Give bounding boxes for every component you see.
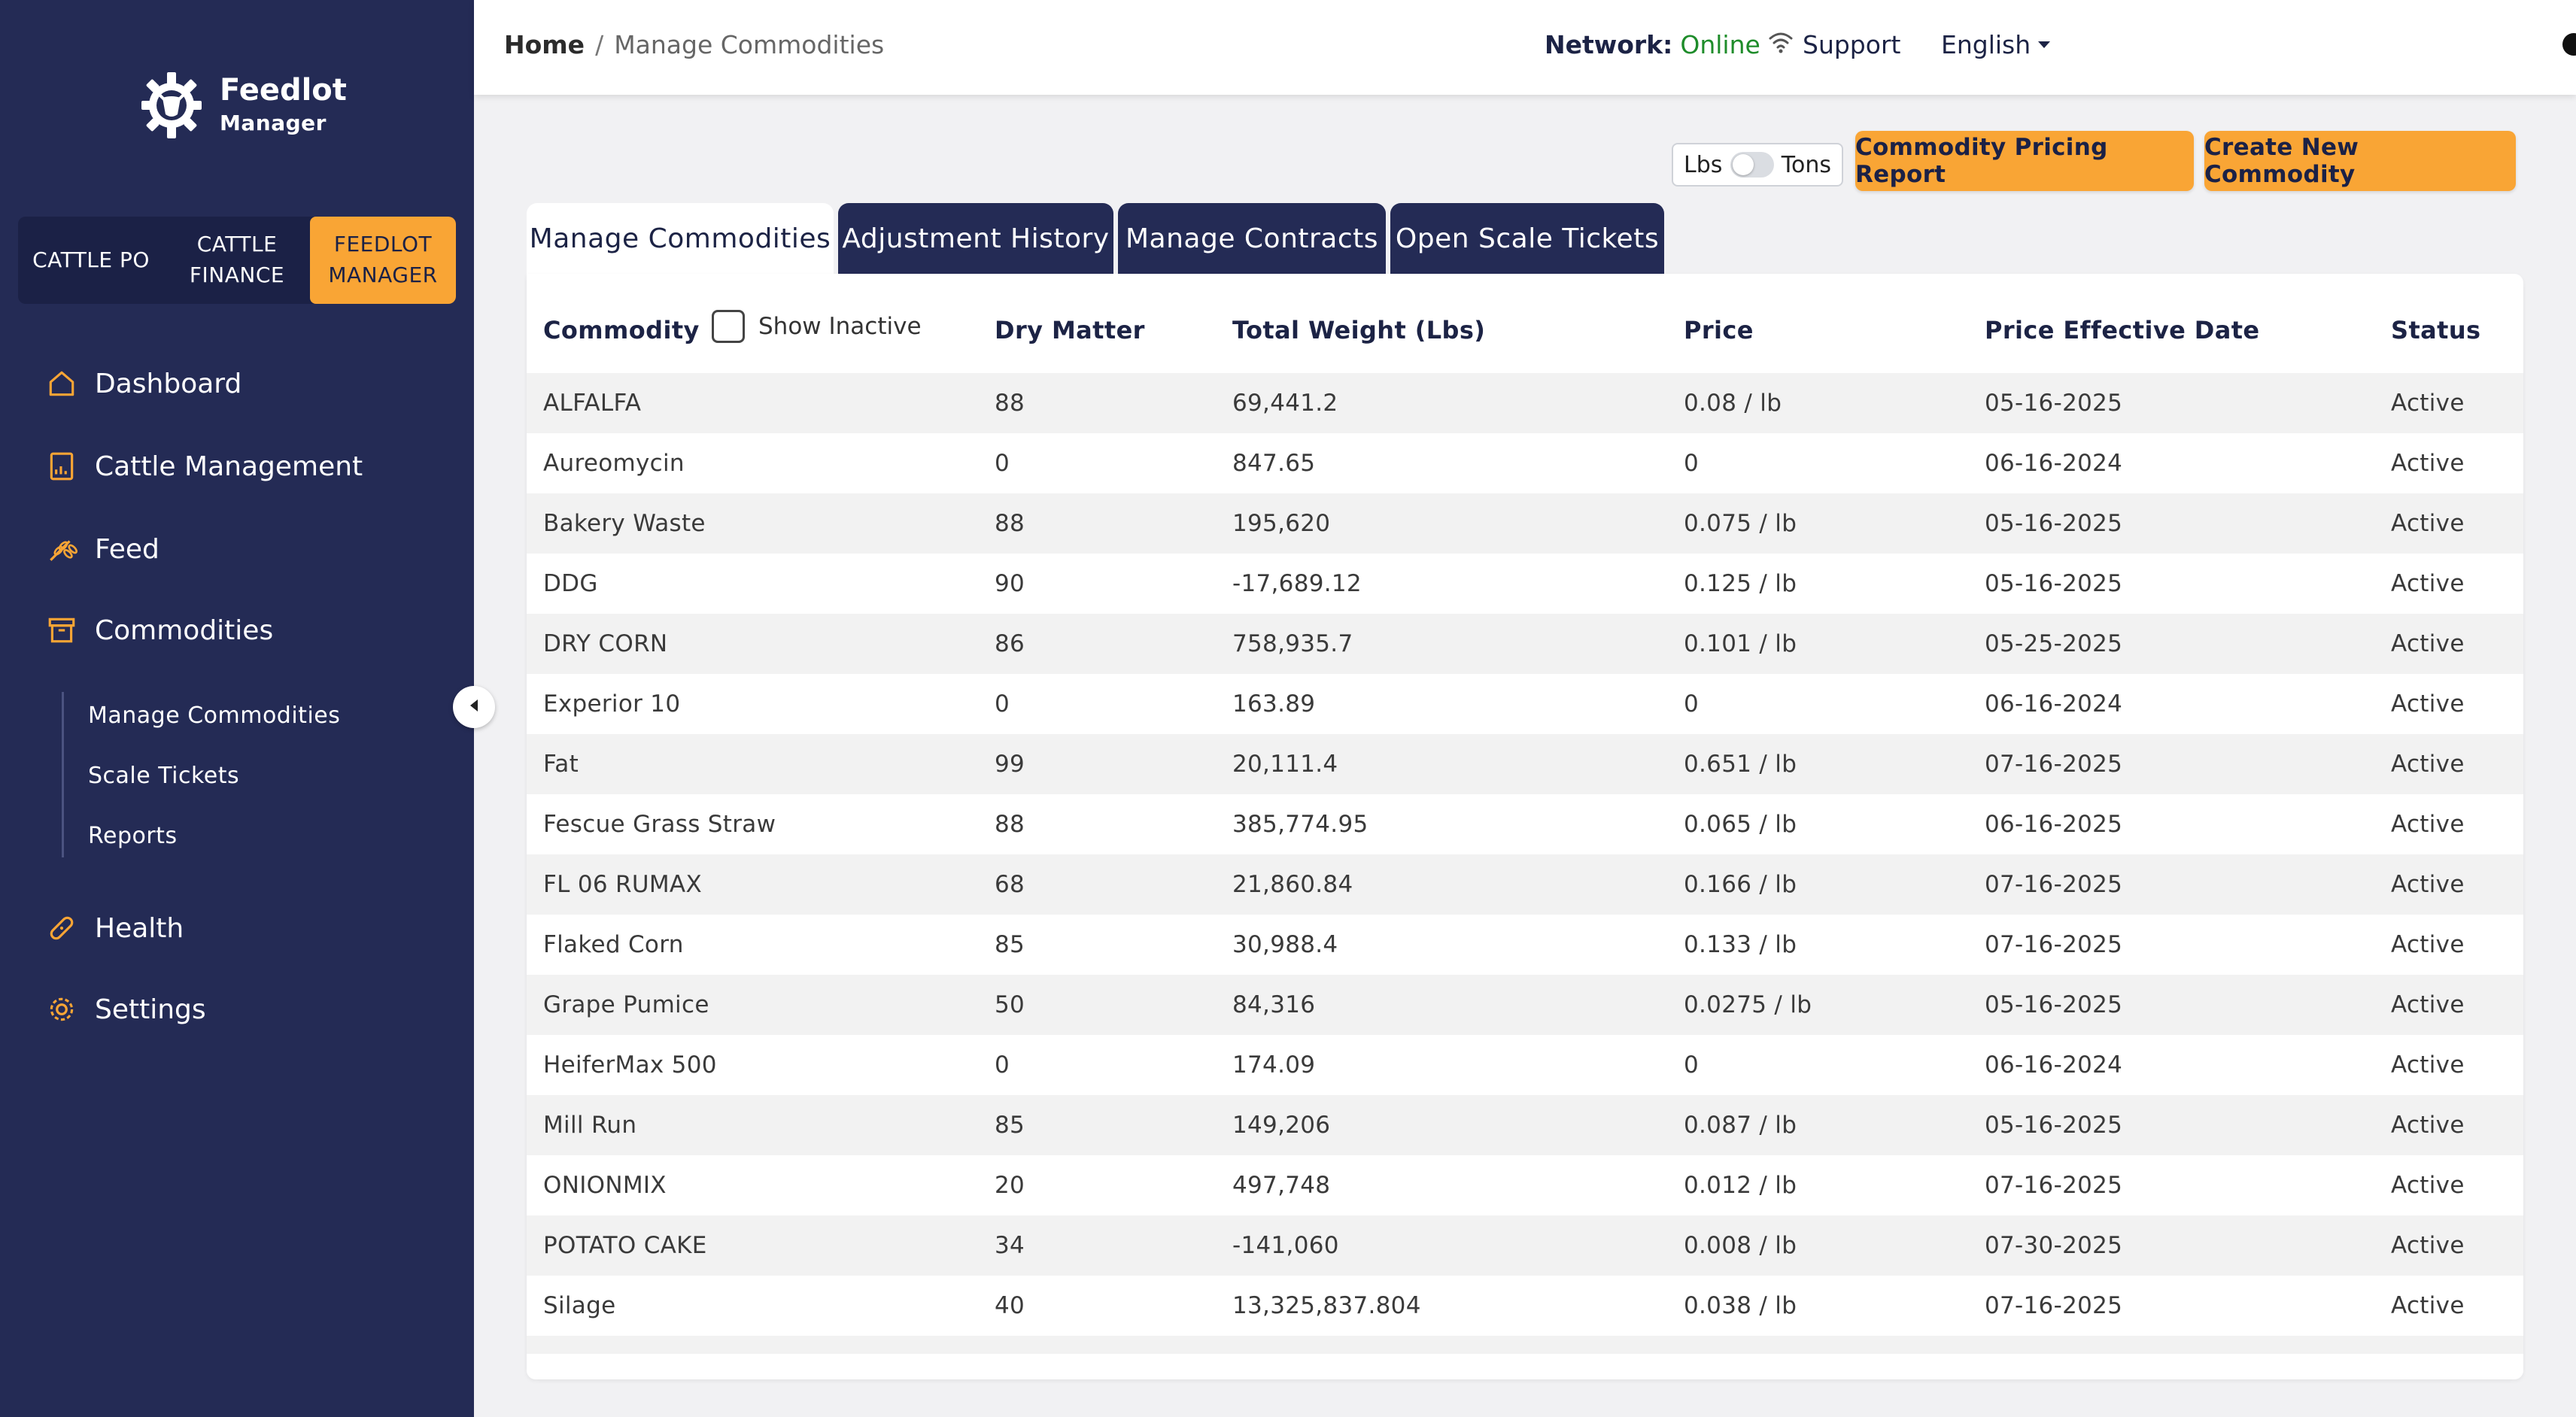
- cell-price: 0.065 / lb: [1684, 811, 1797, 838]
- caret-left-icon: [467, 698, 481, 716]
- nav-health[interactable]: [45, 912, 184, 945]
- cell-dry-matter: 0: [995, 450, 1010, 477]
- cell-total-weight: 149,206: [1232, 1112, 1331, 1139]
- cell-effective-date: 06-16-2024: [1985, 1051, 2123, 1079]
- cell-total-weight: 84,316: [1232, 991, 1316, 1018]
- chevron-down-icon: [2038, 41, 2050, 48]
- commodity-tabs: [527, 203, 1669, 274]
- nav-cattle-management-label: Cattle Management: [95, 451, 363, 482]
- show-inactive-checkbox[interactable]: [712, 310, 745, 343]
- cell-total-weight: 20,111.4: [1232, 751, 1338, 778]
- cell-price: 0.087 / lb: [1684, 1112, 1797, 1139]
- switch-cattle-po[interactable]: [18, 217, 164, 304]
- table-row[interactable]: [527, 554, 2523, 614]
- switch-cattle-po-label: CATTLE PO: [32, 247, 150, 272]
- cell-status: Active: [2391, 811, 2465, 838]
- cell-price: 0.075 / lb: [1684, 510, 1797, 537]
- cell-status: Active: [2391, 690, 2465, 718]
- cell-commodity: POTATO CAKE: [543, 1232, 707, 1259]
- breadcrumb-separator: /: [595, 30, 604, 59]
- cell-status: Active: [2391, 931, 2465, 958]
- cell-commodity: Fat: [543, 751, 579, 778]
- cell-total-weight: 30,988.4: [1232, 931, 1338, 958]
- table-row[interactable]: [527, 674, 2523, 734]
- table-row[interactable]: [527, 614, 2523, 674]
- support-link[interactable]: Support: [1803, 30, 1901, 59]
- cell-total-weight: 385,774.95: [1232, 811, 1368, 838]
- cell-status: Active: [2391, 1232, 2465, 1259]
- cell-dry-matter: 40: [995, 1292, 1025, 1319]
- nav-cattle-management[interactable]: [45, 450, 363, 483]
- cell-effective-date: 07-16-2025: [1985, 931, 2123, 958]
- app-logo[interactable]: [140, 68, 347, 141]
- switch-feedlot-manager-label: FEEDLOT MANAGER: [328, 232, 438, 287]
- table-row[interactable]: [527, 734, 2523, 794]
- tab-manage-contracts[interactable]: Manage Contracts: [1118, 203, 1386, 274]
- cell-total-weight: 21,860.84: [1232, 871, 1353, 898]
- network-online-text: Online: [1680, 30, 1760, 59]
- unit-toggle[interactable]: [1672, 143, 1843, 187]
- cell-status: Active: [2391, 751, 2465, 778]
- cell-dry-matter: 88: [995, 510, 1025, 537]
- cell-effective-date: 06-16-2024: [1985, 450, 2123, 477]
- unit-lbs-label: Lbs: [1684, 151, 1723, 178]
- header-status[interactable]: Status: [2391, 316, 2481, 344]
- table-header: [527, 274, 2523, 373]
- table-row[interactable]: [527, 1095, 2523, 1155]
- switch-cattle-finance[interactable]: [164, 217, 310, 304]
- cattle-report-icon: [45, 450, 78, 483]
- cell-dry-matter: 68: [995, 871, 1025, 898]
- cell-dry-matter: 20: [995, 1172, 1025, 1199]
- cell-price: 0.0275 / lb: [1684, 991, 1812, 1018]
- cell-status: Active: [2391, 1292, 2465, 1319]
- cell-price: 0.166 / lb: [1684, 871, 1797, 898]
- cell-price: 0.651 / lb: [1684, 751, 1797, 778]
- cell-price: 0.038 / lb: [1684, 1292, 1797, 1319]
- status-dot: [2562, 33, 2576, 56]
- cell-status: Active: [2391, 570, 2465, 597]
- cell-total-weight: -141,060: [1232, 1232, 1339, 1259]
- cell-dry-matter: 85: [995, 1112, 1025, 1139]
- archive-box-icon: [45, 614, 78, 647]
- cell-price: 0: [1684, 450, 1700, 477]
- cell-commodity: Mill Run: [543, 1112, 637, 1139]
- cell-effective-date: 05-16-2025: [1985, 510, 2123, 537]
- cell-dry-matter: 50: [995, 991, 1025, 1018]
- cell-commodity: Aureomycin: [543, 450, 685, 477]
- cell-status: Active: [2391, 1051, 2465, 1079]
- show-inactive-label: Show Inactive: [758, 313, 922, 340]
- logo-title: Feedlot: [220, 73, 347, 108]
- table-row[interactable]: [527, 493, 2523, 554]
- cell-commodity: FL 06 RUMAX: [543, 871, 702, 898]
- commodities-subnav: [62, 692, 341, 857]
- table-row[interactable]: [527, 915, 2523, 975]
- cell-effective-date: 07-16-2025: [1985, 751, 2123, 778]
- cell-price: 0: [1684, 690, 1700, 718]
- switch-feedlot-manager[interactable]: [310, 217, 456, 304]
- cell-commodity: DDG: [543, 570, 598, 597]
- cell-total-weight: 13,325,837.804: [1232, 1292, 1421, 1319]
- logo-gear-icon: [140, 68, 203, 141]
- subnav-manage-commodities[interactable]: Manage Commodities: [88, 702, 341, 729]
- cell-total-weight: 195,620: [1232, 510, 1331, 537]
- cell-dry-matter: 0: [995, 690, 1010, 718]
- bandage-icon: [45, 912, 78, 945]
- cell-total-weight: -17,689.12: [1232, 570, 1362, 597]
- cell-price: 0.012 / lb: [1684, 1172, 1797, 1199]
- cell-total-weight: 69,441.2: [1232, 390, 1338, 417]
- table-row[interactable]: [527, 1035, 2523, 1095]
- breadcrumb-current: Manage Commodities: [614, 30, 885, 59]
- cell-dry-matter: 90: [995, 570, 1025, 597]
- cell-price: 0: [1684, 1051, 1700, 1079]
- cell-effective-date: 05-16-2025: [1985, 570, 2123, 597]
- unit-tons-label: Tons: [1781, 151, 1831, 178]
- network-status: [1545, 30, 1794, 59]
- cell-price: 0.008 / lb: [1684, 1232, 1797, 1259]
- cell-total-weight: 174.09: [1232, 1051, 1316, 1079]
- home-icon: [45, 367, 78, 400]
- cell-status: Active: [2391, 1172, 2465, 1199]
- cell-dry-matter: 86: [995, 630, 1025, 657]
- table-row[interactable]: [527, 433, 2523, 493]
- cell-status: Active: [2391, 450, 2465, 477]
- subnav-scale-tickets[interactable]: Scale Tickets: [88, 763, 240, 789]
- cell-commodity: Grape Pumice: [543, 991, 709, 1018]
- table-row[interactable]: [527, 1276, 2523, 1336]
- header-total-weight[interactable]: Total Weight (Lbs): [1232, 316, 1486, 344]
- switch-cattle-finance-label: CATTLE FINANCE: [189, 232, 285, 287]
- nav-commodities-label: Commodities: [95, 614, 274, 646]
- header-price[interactable]: Price: [1684, 316, 1754, 344]
- cell-commodity: Silage: [543, 1292, 616, 1319]
- cell-effective-date: 07-16-2025: [1985, 1292, 2123, 1319]
- cell-effective-date: 07-30-2025: [1985, 1232, 2123, 1259]
- table-row[interactable]: [527, 854, 2523, 915]
- commodities-table: [527, 274, 2523, 1379]
- cell-price: 0.133 / lb: [1684, 931, 1797, 958]
- subnav-reports[interactable]: Reports: [88, 823, 178, 849]
- sidebar-collapse-button[interactable]: [453, 686, 495, 728]
- cell-commodity: ONIONMIX: [543, 1172, 667, 1199]
- cell-total-weight: 497,748: [1232, 1172, 1331, 1199]
- nav-health-label: Health: [95, 912, 184, 944]
- cell-commodity: Bakery Waste: [543, 510, 706, 537]
- nav-feed[interactable]: [45, 533, 159, 566]
- cell-commodity: ALFALFA: [543, 390, 642, 417]
- wifi-icon: [1760, 30, 1794, 59]
- tab-open-scale-tickets[interactable]: Open Scale Tickets: [1390, 203, 1664, 274]
- header-commodity[interactable]: Commodity: [543, 316, 700, 344]
- nav-settings[interactable]: [45, 993, 206, 1026]
- cell-status: Active: [2391, 1112, 2465, 1139]
- app-switcher: [18, 217, 456, 304]
- cell-effective-date: 07-16-2025: [1985, 871, 2123, 898]
- logo-subtitle: Manager: [220, 111, 327, 136]
- sidebar: [0, 0, 474, 1417]
- cell-dry-matter: 99: [995, 751, 1025, 778]
- cell-total-weight: 163.89: [1232, 690, 1316, 718]
- header-price-effective-date[interactable]: Price Effective Date: [1985, 316, 2260, 344]
- language-dropdown[interactable]: [1941, 30, 2050, 59]
- cell-commodity: Experior 10: [543, 690, 681, 718]
- cell-commodity: HeiferMax 500: [543, 1051, 717, 1079]
- cell-effective-date: 05-25-2025: [1985, 630, 2123, 657]
- cell-dry-matter: 85: [995, 931, 1025, 958]
- cell-dry-matter: 0: [995, 1051, 1010, 1079]
- nav-feed-label: Feed: [95, 533, 159, 565]
- table-row[interactable]: [527, 975, 2523, 1035]
- table-row[interactable]: [527, 1155, 2523, 1215]
- table-row[interactable]: [527, 373, 2523, 433]
- gear-icon: [45, 993, 78, 1026]
- cell-commodity: Fescue Grass Straw: [543, 811, 776, 838]
- cell-status: Active: [2391, 390, 2465, 417]
- table-scroll-edge: [527, 1354, 2523, 1379]
- cell-effective-date: 05-16-2025: [1985, 991, 2123, 1018]
- unit-switch-knob: [1733, 154, 1754, 175]
- commodity-pricing-report-button[interactable]: Commodity Pricing Report: [1855, 131, 2194, 191]
- nav-dashboard-label: Dashboard: [95, 368, 242, 399]
- cell-dry-matter: 34: [995, 1232, 1025, 1259]
- network-label: Network:: [1545, 30, 1673, 59]
- unit-switch[interactable]: [1730, 152, 1774, 178]
- create-new-commodity-button[interactable]: Create New Commodity: [2204, 131, 2516, 191]
- cell-total-weight: 847.65: [1232, 450, 1316, 477]
- cell-status: Active: [2391, 630, 2465, 657]
- cell-status: Active: [2391, 871, 2465, 898]
- tab-manage-commodities[interactable]: Manage Commodities: [527, 203, 834, 274]
- cell-effective-date: 06-16-2024: [1985, 690, 2123, 718]
- show-inactive-toggle[interactable]: [712, 310, 922, 343]
- cell-dry-matter: 88: [995, 811, 1025, 838]
- language-label: English: [1941, 30, 2031, 59]
- cell-effective-date: 07-16-2025: [1985, 1172, 2123, 1199]
- wheat-icon: [45, 533, 78, 566]
- nav-commodities[interactable]: [45, 614, 273, 647]
- top-bar: [474, 0, 2576, 95]
- breadcrumb-home[interactable]: Home: [504, 30, 585, 59]
- nav-dashboard[interactable]: [45, 367, 242, 400]
- nav-settings-label: Settings: [95, 994, 206, 1025]
- breadcrumb: [504, 30, 884, 59]
- cell-price: 0.125 / lb: [1684, 570, 1797, 597]
- cell-total-weight: 758,935.7: [1232, 630, 1353, 657]
- cell-effective-date: 06-16-2025: [1985, 811, 2123, 838]
- cell-commodity: Flaked Corn: [543, 931, 684, 958]
- cell-price: 0.08 / lb: [1684, 390, 1782, 417]
- table-row[interactable]: [527, 794, 2523, 854]
- tab-adjustment-history[interactable]: Adjustment History: [838, 203, 1113, 274]
- cell-effective-date: 05-16-2025: [1985, 390, 2123, 417]
- cell-status: Active: [2391, 510, 2465, 537]
- cell-effective-date: 05-16-2025: [1985, 1112, 2123, 1139]
- table-row[interactable]: [527, 1215, 2523, 1276]
- cell-dry-matter: 88: [995, 390, 1025, 417]
- cell-price: 0.101 / lb: [1684, 630, 1797, 657]
- cell-commodity: DRY CORN: [543, 630, 668, 657]
- header-dry-matter[interactable]: Dry Matter: [995, 316, 1145, 344]
- cell-status: Active: [2391, 991, 2465, 1018]
